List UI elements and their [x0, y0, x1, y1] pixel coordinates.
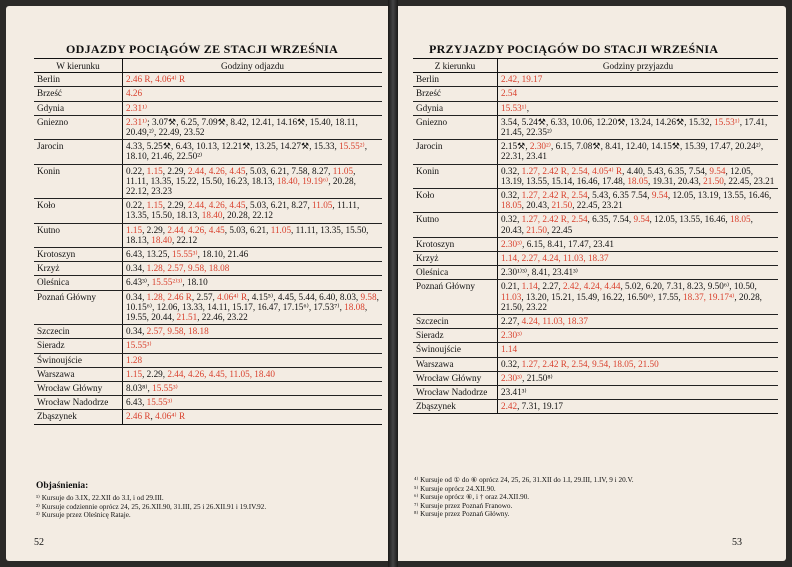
train-times: [498, 87, 779, 101]
arrivals-table: [413, 58, 778, 414]
time-text: ,: [150, 411, 156, 422]
page-number-right: 53: [732, 537, 742, 548]
station-name: Gniezno: [34, 115, 123, 139]
table-row: [34, 223, 382, 247]
table-row: [34, 290, 382, 325]
train-times: [123, 410, 383, 424]
table-row: [413, 189, 778, 213]
express-time: 2.42: [501, 401, 518, 412]
express-time: 21.50: [551, 200, 573, 211]
time-text: 3.54, 5.24⚒, 6.33, 10.06, 12.20⚒, 13.24, 14.26⚒, 15.32,: [501, 116, 715, 127]
station-name: Świnoujście: [34, 353, 123, 367]
express-time: 2.44, 4.26, 4.45: [167, 224, 225, 235]
station-name: Warszawa: [34, 367, 123, 381]
express-time: 9.54: [651, 190, 668, 201]
time-text: , 6.15, 7.08⚒, 8.41, 12.40, 14.15⚒, 15.39, 17.47, 20.24²⁾, 22.31, 23.41: [501, 141, 764, 162]
table-row: [34, 382, 382, 396]
express-time: 15.53¹⁾: [501, 102, 527, 113]
table-row: [413, 115, 778, 139]
express-time: 1.15: [146, 200, 163, 211]
time-text: , 5.43, 6.35 7.54,: [587, 190, 652, 201]
departure-hours-header: Godziny odjazdu: [123, 59, 383, 73]
departures-table-body: [34, 73, 382, 424]
station-name: Gdynia: [413, 101, 498, 115]
table-row: [413, 140, 778, 164]
express-time: 1.14: [521, 281, 538, 292]
time-text: , 2.29,: [162, 200, 189, 211]
express-time: 1.27, 2.42: [521, 358, 561, 369]
time-text: , 18.10, 21.46, 22.50²⁾: [126, 141, 368, 162]
station-name: Oleśnica: [34, 276, 123, 290]
table-row: [34, 101, 382, 115]
time-text: , 2.27,: [537, 281, 564, 292]
express-time: 18.05: [501, 200, 522, 211]
express-time: , 2.54, 4.05⁴⁾: [566, 165, 616, 176]
table-row: [413, 357, 778, 371]
express-time: 21.51: [176, 312, 198, 323]
express-time: 2.42, 19.17: [501, 74, 543, 85]
express-time: 2.46: [126, 74, 145, 85]
express-time: R: [240, 291, 248, 302]
express-time: 1.27, 2.42: [521, 190, 561, 201]
express-time: , 4.06⁴⁾: [150, 74, 179, 85]
express-time: R: [560, 190, 567, 201]
table-row: [413, 280, 778, 315]
express-time: 4.06⁴⁾: [155, 411, 179, 422]
time-text: , 20.43,: [501, 214, 753, 235]
express-time: 15.55²⁾³⁾: [151, 277, 183, 288]
express-time: 18.37, 19.17⁴⁾: [683, 291, 735, 302]
time-text: , 18.10, 21.46: [197, 249, 249, 260]
table-row: [34, 73, 382, 87]
station-name: Krotoszyn: [34, 248, 123, 262]
train-times: [123, 140, 383, 164]
explanations: [36, 480, 381, 520]
express-time: 9.54: [633, 214, 650, 225]
time-text: 0.34,: [126, 263, 147, 274]
table-row: [34, 164, 382, 199]
footnote: ²⁾ Kursuje codziennie oprócz 24, 25, 26.XII.90, 31.III, 25 i 26.XII.91 i 19.IV.92.: [36, 502, 267, 511]
station-name: Sieradz: [34, 339, 123, 353]
train-times: [123, 73, 383, 87]
express-time: R: [144, 74, 151, 85]
time-text: , 2.29,: [142, 224, 168, 235]
table-row: [413, 213, 778, 237]
time-text: 6.43, 13.25,: [126, 249, 172, 260]
table-row: [34, 396, 382, 410]
time-text: , 18.10: [182, 277, 208, 288]
express-time: 2.30²⁾: [529, 141, 552, 152]
station-name: Konin: [34, 164, 123, 199]
station-name: Szczecin: [34, 325, 123, 339]
origin-header: Z kierunku: [413, 59, 498, 73]
express-time: 2.57, 9.58, 18.18: [146, 326, 209, 337]
express-time: 11.05: [332, 165, 354, 176]
train-times: [498, 252, 779, 266]
time-text: 0.22,: [126, 165, 147, 176]
express-time: 4.26: [126, 88, 143, 99]
time-text: , 12.05, 13.55, 16.46,: [649, 214, 730, 225]
train-times: [498, 115, 779, 139]
express-time: 1.28, 2.46: [146, 291, 186, 302]
time-text: , 19.55, 20.44,: [126, 301, 368, 323]
table-row: [34, 276, 382, 290]
express-time: 1.14, 2.27, 4.24, 11.03, 18.37: [501, 253, 609, 264]
express-time: R: [615, 165, 623, 176]
table-row: [34, 199, 382, 223]
footnote: ⁸⁾ Kursuje przez Poznań Główny.: [414, 510, 510, 519]
train-times: [123, 339, 383, 353]
time-text: 0.32,: [501, 214, 522, 225]
train-times: [123, 199, 383, 223]
express-time: 18.40, 19.19⁶⁾: [276, 175, 329, 186]
time-text: , 5.02, 6.20, 7.31, 8.23, 9.50⁶⁾, 10.50,: [620, 281, 757, 292]
table-row: [34, 353, 382, 367]
time-text: , 11.11, 13.35, 15.50, 18.13,: [126, 200, 360, 221]
station-name: Jarocin: [413, 140, 498, 164]
station-name: Wrocław Główny: [413, 371, 498, 385]
station-name: Berlin: [34, 73, 123, 87]
time-text: 23.41³⁾: [501, 387, 527, 398]
station-name: Gdynia: [34, 101, 123, 115]
time-text: , 11.11, 13.35, 15.22, 15.50, 16.23, 18.13,: [126, 165, 356, 186]
time-text: 6.43,: [126, 397, 147, 408]
express-time: 2.31¹⁾: [126, 116, 148, 127]
time-text: 0.32,: [501, 165, 522, 176]
time-text: 2.30¹⁾³⁾, 8.41, 23.41³⁾: [501, 267, 579, 278]
station-name: Zbąszynek: [413, 400, 498, 414]
time-text: , 2.29,: [162, 165, 189, 176]
time-text: , 4.15⁵⁾, 4.45, 5.44, 6.40, 8.03,: [247, 291, 361, 302]
table-row: [413, 343, 778, 357]
time-text: ; 3.07⚒, 6.25, 7.09⚒, 8.42, 12.41, 14.16⚒, 15.40, 18.11, 20.49,²⁾, 22.49, 23.52: [126, 116, 358, 138]
time-text: 0.34,: [126, 291, 147, 302]
express-time: 1.15: [126, 368, 143, 379]
express-time: 2.30³⁾: [501, 330, 523, 341]
arrivals-title: PRZYJAZDY POCIĄGÓW DO STACJI WRZEŚNIA: [429, 42, 719, 56]
right-page-arrivals: [398, 6, 786, 561]
train-times: [123, 164, 383, 199]
time-text: , 17.41, 21.45, 22.35²⁾: [501, 116, 768, 138]
express-time: 15.55³⁾: [126, 340, 152, 351]
express-time: 1.14: [501, 344, 518, 355]
train-times: [498, 101, 779, 115]
station-name: Krzyż: [34, 262, 123, 276]
time-text: , 20.28, 22.12, 23.23: [126, 175, 356, 197]
time-text: ,: [526, 102, 529, 113]
train-times: [123, 382, 383, 396]
train-times: [498, 280, 779, 315]
time-text: , 22.45, 23.21: [572, 200, 623, 211]
table-row: [413, 266, 778, 280]
footnote: ⁵⁾ Kursuje oprócz 24.XII.90.: [414, 484, 496, 493]
time-text: , 2.29,: [142, 368, 168, 379]
table-row: [34, 410, 382, 424]
express-time: 15.55³⁾: [171, 249, 198, 260]
train-times: [123, 223, 383, 247]
train-times: [498, 371, 779, 385]
station-name: Gniezno: [413, 115, 498, 139]
table-row: [413, 73, 778, 87]
train-times: [498, 315, 779, 329]
train-times: [498, 329, 779, 343]
table-row: [413, 252, 778, 266]
time-text: 0.34,: [126, 326, 147, 337]
footnote: ¹⁾ Kursuje do 3.IX, 22.XII do 3.I, i od 29.III.: [36, 494, 164, 502]
station-name: Oleśnica: [413, 266, 498, 280]
table-row: [413, 164, 778, 188]
time-text: , 12.05, 13.19, 13.55, 15.14, 16.46, 17.48,: [501, 165, 754, 186]
time-text: , 6.35, 7.54,: [587, 214, 634, 225]
express-time: 2.44, 4.26, 4.45, 11.05, 18.40: [167, 368, 275, 379]
train-times: [123, 325, 383, 339]
train-times: [498, 386, 779, 400]
express-time: 1.15: [146, 165, 163, 176]
express-time: 9.54: [709, 165, 726, 176]
station-name: Berlin: [413, 73, 498, 87]
station-name: Kutno: [34, 223, 123, 247]
express-time: 1.28: [126, 354, 143, 365]
express-time: 2.54: [501, 88, 518, 99]
time-text: , 20.28, 21.50, 23.22: [501, 291, 762, 312]
express-time: 1.27, 2.42: [521, 214, 561, 225]
book-gutter: [388, 0, 398, 567]
explanations-heading: Objaśnienia:: [36, 481, 89, 491]
direction-header: W kierunku: [34, 59, 123, 73]
train-times: [498, 266, 779, 280]
table-row: [413, 371, 778, 385]
table-row: [34, 140, 382, 164]
station-name: Świnoujście: [413, 343, 498, 357]
arrival-hours-header: Godziny przyjazdu: [498, 59, 779, 73]
time-text: , 22.46, 23.22: [197, 312, 248, 323]
footnote: ⁷⁾ Kursuje przez Poznań Franowo.: [414, 501, 513, 510]
page-number-left: 52: [34, 537, 44, 548]
train-times: [123, 290, 383, 325]
table-row: [413, 329, 778, 343]
train-times: [498, 400, 779, 414]
express-time: 2.30³⁾: [501, 238, 523, 249]
footnotes: [414, 476, 779, 519]
train-times: [123, 248, 383, 262]
station-name: Wrocław Główny: [34, 382, 123, 396]
time-text: , 11.11, 13.35, 15.50, 18.13,: [126, 224, 369, 245]
express-time: 15.53¹⁾: [714, 116, 740, 127]
time-text: 2.27,: [501, 316, 522, 327]
express-time: 1.15: [126, 224, 143, 235]
express-time: 2.31¹⁾: [126, 102, 148, 113]
footnote: ⁶⁾ Kursuje oprócz ⑥, i † oraz 24.XII.90.: [414, 493, 530, 502]
express-time: 11.05: [270, 224, 292, 235]
time-text: , 20.43,: [521, 200, 552, 211]
table-row: [34, 115, 382, 139]
table-row: [413, 87, 778, 101]
time-text: 0.32,: [501, 358, 522, 369]
station-name: Poznań Główny: [34, 290, 123, 325]
table-row: [34, 339, 382, 353]
station-name: Kutno: [413, 213, 498, 237]
train-times: [123, 87, 383, 101]
time-text: 4.33, 5.25⚒, 6.43, 10.13, 12.21⚒, 13.25, 14.27⚒, 15.33,: [126, 141, 340, 152]
station-name: Zbąszynek: [34, 410, 123, 424]
time-text: , 6.15, 8.41, 17.47, 23.41: [522, 238, 614, 249]
time-text: 0.21,: [501, 281, 522, 292]
time-text: , 2.57,: [191, 291, 218, 302]
station-name: Sieradz: [413, 329, 498, 343]
express-time: 15.55³⁾: [152, 383, 178, 394]
express-time: 2.42, 4.24, 4.44: [563, 281, 621, 292]
express-time: 18.05: [627, 175, 648, 186]
time-text: , 19.31, 20.43,: [648, 175, 704, 186]
station-name: Wrocław Nadodrze: [34, 396, 123, 410]
time-text: , 20.28, 22.12: [222, 210, 273, 221]
express-time: R: [560, 165, 567, 176]
train-times: [123, 367, 383, 381]
station-name: Szczecin: [413, 315, 498, 329]
time-text: 0.32,: [501, 190, 522, 201]
time-text: 6.43³⁾,: [126, 277, 152, 288]
table-row: [34, 87, 382, 101]
train-times: [123, 101, 383, 115]
express-time: R: [185, 291, 192, 302]
express-time: 1.27, 2.42: [521, 165, 561, 176]
time-text: , 5.03, 6.21, 7.58, 8.27,: [245, 165, 333, 176]
train-times: [498, 189, 779, 213]
table-row: [413, 101, 778, 115]
train-times: [123, 396, 383, 410]
time-text: , 22.45: [546, 224, 573, 235]
train-times: [123, 262, 383, 276]
station-name: Krotoszyn: [413, 237, 498, 251]
table-row: [413, 386, 778, 400]
time-text: , 5.03, 6.21, 8.27,: [245, 200, 313, 211]
train-times: [123, 115, 383, 139]
time-text: , 12.05, 13.19, 13.55, 16.46,: [667, 190, 772, 201]
time-text: , 22.12: [171, 234, 198, 245]
express-time: 9.58: [360, 291, 377, 302]
table-row: [413, 315, 778, 329]
express-time: 15.55²⁾: [339, 141, 365, 152]
footnotes-list: [36, 494, 381, 520]
departures-title: ODJAZDY POCIĄGÓW ZE STACJI WRZEŚNIA: [66, 42, 339, 56]
express-time: 2.46: [126, 411, 145, 422]
table-row: [413, 400, 778, 414]
express-time: 4.06⁴⁾: [217, 291, 241, 302]
train-times: [498, 237, 779, 251]
left-page-departures: [6, 6, 388, 561]
express-time: 2.44, 4.26, 4.45: [188, 165, 246, 176]
express-time: 11.05: [312, 200, 333, 211]
express-time: 18.40: [151, 234, 172, 245]
time-text: , 7.31, 19.17: [517, 401, 564, 412]
station-name: Brześć: [34, 87, 123, 101]
table-row: [413, 237, 778, 251]
train-times: [498, 213, 779, 237]
departures-table: [34, 58, 382, 425]
station-name: Koło: [413, 189, 498, 213]
train-times: [498, 73, 779, 87]
time-text: 8.03⁸⁾,: [126, 383, 153, 394]
train-times: [498, 343, 779, 357]
express-time: 2.30³⁾: [501, 372, 523, 383]
train-times: [123, 353, 383, 367]
express-time: 11.03: [501, 291, 522, 302]
express-time: 18.08: [344, 301, 365, 312]
table-row: [34, 248, 382, 262]
station-name: Poznań Główny: [413, 280, 498, 315]
express-time: 2.44, 4.26, 4.45: [188, 200, 246, 211]
express-time: 1.28, 2.57, 9.58, 18.08: [146, 263, 230, 274]
table-row: [34, 367, 382, 381]
station-name: Jarocin: [34, 140, 123, 164]
express-time: R: [560, 358, 567, 369]
express-time: 21.50: [526, 224, 547, 235]
train-times: [498, 140, 779, 164]
footnote: ⁴⁾ Kursuje od ① do ⑥ oprócz 24, 25, 26, 31.XII do 1.I, 29.III, 1.IV, 9 i 20.V.: [414, 476, 634, 484]
train-times: [123, 276, 383, 290]
time-text: 2.15⚒,: [501, 141, 530, 152]
table-row: [34, 325, 382, 339]
footnotes-list: [414, 476, 779, 519]
express-time: 18.40: [201, 210, 223, 221]
express-time: , 2.54: [566, 214, 588, 225]
arrivals-table-body: [413, 73, 778, 414]
express-time: , 2.54, 9.54, 18.05, 21.50: [566, 358, 659, 369]
time-text: , 13.20, 15.21, 15.49, 16.22, 16.50⁶⁾, 17.55,: [521, 291, 683, 302]
express-time: 18.05: [729, 214, 751, 225]
express-time: 21.50: [703, 175, 724, 186]
train-times: [498, 357, 779, 371]
express-time: 4.24, 11.03, 18.37: [521, 316, 588, 327]
time-text: 0.22,: [126, 200, 147, 211]
express-time: R: [144, 411, 151, 422]
table-row: [34, 262, 382, 276]
time-text: , 21.50⁸⁾: [522, 372, 553, 383]
express-time: R: [178, 411, 186, 422]
footnote: ³⁾ Kursuje przez Oleśnicę Rataje.: [36, 511, 131, 520]
station-name: Koło: [34, 199, 123, 223]
express-time: R: [560, 214, 567, 225]
express-time: R: [178, 74, 186, 85]
station-name: Wrocław Nadodrze: [413, 386, 498, 400]
express-time: 15.55³⁾: [146, 397, 173, 408]
station-name: Brześć: [413, 87, 498, 101]
time-text: , 5.03, 6.21,: [224, 224, 271, 235]
station-name: Krzyż: [413, 252, 498, 266]
time-text: , 4.40, 5.43, 6.35, 7.54,: [622, 165, 710, 176]
express-time: , 2.54: [566, 190, 588, 201]
station-name: Konin: [413, 164, 498, 188]
time-text: , 10.15⁶⁾, 12.06, 13.33, 14.11, 15.17, 16.47, 17.15⁶⁾, 17.53⁷⁾,: [126, 291, 379, 312]
time-text: , 22.45, 23.21: [723, 175, 775, 186]
station-name: Warszawa: [413, 357, 498, 371]
train-times: [498, 164, 779, 188]
